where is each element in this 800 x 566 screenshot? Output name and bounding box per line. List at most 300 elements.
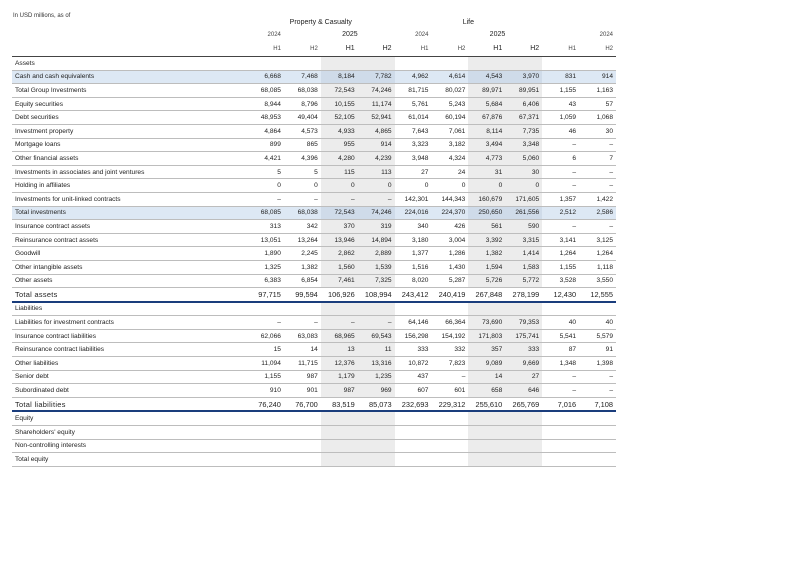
value-cell: 1,382 [468, 247, 505, 261]
value-cell: 4,865 [358, 124, 395, 138]
value-cell: – [284, 192, 321, 206]
value-cell: 24 [431, 165, 468, 179]
value-cell [579, 302, 616, 316]
value-cell: 914 [579, 70, 616, 84]
row-label: Investments in associates and joint ventures [12, 165, 247, 179]
value-cell [579, 426, 616, 440]
value-cell: 49,404 [284, 111, 321, 125]
segment-header-other [542, 16, 616, 28]
value-cell: 76,700 [284, 397, 321, 411]
value-cell: 79,353 [505, 316, 542, 330]
value-cell: 1,414 [505, 247, 542, 261]
value-cell [247, 439, 284, 453]
value-cell: 73,690 [468, 316, 505, 330]
value-cell: 13 [321, 343, 358, 357]
value-cell: 10,155 [321, 97, 358, 111]
value-cell: 68,085 [247, 84, 284, 98]
value-cell: – [579, 220, 616, 234]
value-cell: 66,364 [431, 316, 468, 330]
value-cell: 333 [505, 343, 542, 357]
value-cell: 646 [505, 384, 542, 398]
value-cell: 969 [358, 384, 395, 398]
value-cell: 14,894 [358, 233, 395, 247]
value-cell: 1,235 [358, 370, 395, 384]
value-cell [284, 411, 321, 425]
row-label: Total assets [12, 288, 247, 302]
value-cell: 10,872 [395, 357, 432, 371]
value-cell: 46 [542, 124, 579, 138]
value-cell: 2,512 [542, 206, 579, 220]
value-cell: 3,528 [542, 274, 579, 288]
value-cell [431, 453, 468, 467]
value-cell: 6 [542, 152, 579, 166]
value-cell: 1,539 [358, 260, 395, 274]
value-cell [395, 411, 432, 425]
value-cell: – [247, 192, 284, 206]
value-cell: 0 [247, 179, 284, 193]
table-row [12, 70, 616, 84]
table-row [12, 111, 616, 125]
value-cell: 6,668 [247, 70, 284, 84]
value-cell: 89,971 [468, 84, 505, 98]
value-cell: 426 [431, 220, 468, 234]
table-row [12, 233, 616, 247]
value-cell: 14 [468, 370, 505, 384]
value-cell: 224,370 [431, 206, 468, 220]
value-cell: 1,398 [579, 357, 616, 371]
value-cell: – [542, 179, 579, 193]
table-row [12, 192, 616, 206]
value-cell: 1,155 [542, 84, 579, 98]
value-cell: 4,573 [284, 124, 321, 138]
value-cell: 3,970 [505, 70, 542, 84]
value-cell: 232,693 [395, 397, 432, 411]
row-label: Liabilities [12, 302, 247, 316]
value-cell: 2,862 [321, 247, 358, 261]
value-cell: 6,383 [247, 274, 284, 288]
value-cell [284, 57, 321, 71]
value-cell [468, 411, 505, 425]
value-cell: 40 [542, 316, 579, 330]
value-cell: 2,586 [579, 206, 616, 220]
value-cell: 5,243 [431, 97, 468, 111]
value-cell: 3,348 [505, 138, 542, 152]
value-cell [505, 453, 542, 467]
table-row [12, 397, 616, 411]
value-cell: 99,594 [284, 288, 321, 302]
value-cell [358, 302, 395, 316]
value-cell [542, 57, 579, 71]
value-cell: 69,543 [358, 329, 395, 343]
value-cell [321, 411, 358, 425]
row-label: Equity [12, 411, 247, 425]
year-header-cell [358, 28, 395, 41]
row-label: Equity securities [12, 97, 247, 111]
table-body [12, 57, 616, 467]
value-cell: 333 [395, 343, 432, 357]
row-label: Insurance contract assets [12, 220, 247, 234]
half-year-header-cell: H1 [468, 41, 505, 57]
value-cell: 0 [431, 179, 468, 193]
half-year-header-cell: H2 [284, 41, 321, 57]
row-label: Reinsurance contract assets [12, 233, 247, 247]
row-label: Liabilities for investment contracts [12, 316, 247, 330]
value-cell: 261,556 [505, 206, 542, 220]
table-row [12, 329, 616, 343]
value-cell [505, 439, 542, 453]
row-label: Goodwill [12, 247, 247, 261]
value-cell: 1,155 [247, 370, 284, 384]
value-cell [358, 57, 395, 71]
value-cell: 27 [505, 370, 542, 384]
value-cell: 1,059 [542, 111, 579, 125]
value-cell: 332 [431, 343, 468, 357]
value-cell: 3,125 [579, 233, 616, 247]
value-cell: 3,180 [395, 233, 432, 247]
value-cell: 910 [247, 384, 284, 398]
value-cell [395, 439, 432, 453]
value-cell: 8,796 [284, 97, 321, 111]
value-cell: 106,926 [321, 288, 358, 302]
value-cell: 160,679 [468, 192, 505, 206]
row-label: Other financial assets [12, 152, 247, 166]
value-cell: 5,761 [395, 97, 432, 111]
row-label: Senior debt [12, 370, 247, 384]
value-cell [431, 439, 468, 453]
table-row [12, 370, 616, 384]
value-cell: 3,494 [468, 138, 505, 152]
value-cell: – [358, 192, 395, 206]
value-cell: 8,020 [395, 274, 432, 288]
value-cell: – [321, 192, 358, 206]
value-cell [284, 426, 321, 440]
row-label: Investment property [12, 124, 247, 138]
value-cell: – [284, 316, 321, 330]
table-row [12, 165, 616, 179]
value-cell [247, 302, 284, 316]
value-cell: 899 [247, 138, 284, 152]
value-cell: 243,412 [395, 288, 432, 302]
value-cell: 1,583 [505, 260, 542, 274]
row-label: Holding in affiliates [12, 179, 247, 193]
value-cell: 1,286 [431, 247, 468, 261]
value-cell: 7,823 [431, 357, 468, 371]
value-cell: 8,114 [468, 124, 505, 138]
value-cell: 5,060 [505, 152, 542, 166]
value-cell: 13,051 [247, 233, 284, 247]
value-cell: 40 [579, 316, 616, 330]
value-cell: 85,073 [358, 397, 395, 411]
value-cell: 4,864 [247, 124, 284, 138]
value-cell: 3,392 [468, 233, 505, 247]
value-cell: 5 [247, 165, 284, 179]
value-cell: 12,555 [579, 288, 616, 302]
value-cell: 0 [321, 179, 358, 193]
value-cell: 5,287 [431, 274, 468, 288]
value-cell: 31 [468, 165, 505, 179]
value-cell: 11,094 [247, 357, 284, 371]
row-label: Subordinated debt [12, 384, 247, 398]
value-cell: 2,245 [284, 247, 321, 261]
value-cell: 1,068 [579, 111, 616, 125]
half-year-header-cell: H2 [505, 41, 542, 57]
value-cell [358, 453, 395, 467]
value-cell: – [358, 316, 395, 330]
table-row [12, 316, 616, 330]
value-cell: 901 [284, 384, 321, 398]
value-cell [358, 411, 395, 425]
value-cell [505, 57, 542, 71]
value-cell [395, 453, 432, 467]
value-cell: 97,715 [247, 288, 284, 302]
value-cell: 240,419 [431, 288, 468, 302]
value-cell [431, 57, 468, 71]
year-header-cell: 2025 [342, 31, 358, 38]
row-label: Total Group Investments [12, 84, 247, 98]
value-cell: 313 [247, 220, 284, 234]
value-cell: 4,773 [468, 152, 505, 166]
value-cell: 1,516 [395, 260, 432, 274]
value-cell: 1,348 [542, 357, 579, 371]
value-cell: 229,312 [431, 397, 468, 411]
value-cell: 4,421 [247, 152, 284, 166]
table-row [12, 179, 616, 193]
value-cell: 7,643 [395, 124, 432, 138]
table-row [12, 384, 616, 398]
value-cell: 1,422 [579, 192, 616, 206]
value-cell: 74,246 [358, 84, 395, 98]
table-row [12, 343, 616, 357]
value-cell: 319 [358, 220, 395, 234]
row-label: Reinsurance contract liabilities [12, 343, 247, 357]
value-cell: 224,016 [395, 206, 432, 220]
value-cell: 30 [579, 124, 616, 138]
value-cell: 1,155 [542, 260, 579, 274]
value-cell [247, 57, 284, 71]
value-cell: 590 [505, 220, 542, 234]
value-cell: – [247, 316, 284, 330]
value-cell: 3,182 [431, 138, 468, 152]
value-cell: 63,083 [284, 329, 321, 343]
value-cell: – [542, 370, 579, 384]
value-cell: 5,726 [468, 274, 505, 288]
value-cell: 7,468 [284, 70, 321, 84]
value-cell [395, 426, 432, 440]
value-cell: 4,543 [468, 70, 505, 84]
value-cell: 52,941 [358, 111, 395, 125]
value-cell: 370 [321, 220, 358, 234]
value-cell: 1,594 [468, 260, 505, 274]
half-year-header-row [12, 41, 616, 57]
half-year-header-cell: H2 [358, 41, 395, 57]
table-row [12, 439, 616, 453]
year-header-cell [542, 28, 579, 41]
row-label: Total equity [12, 453, 247, 467]
year-header-cell [284, 28, 321, 41]
value-cell: 7,461 [321, 274, 358, 288]
value-cell: 342 [284, 220, 321, 234]
value-cell: 8,944 [247, 97, 284, 111]
table-row [12, 220, 616, 234]
value-cell: 1,264 [542, 247, 579, 261]
value-cell: 68,965 [321, 329, 358, 343]
value-cell: 607 [395, 384, 432, 398]
value-cell: 13,946 [321, 233, 358, 247]
value-cell [247, 411, 284, 425]
half-year-header-cell: H2 [431, 41, 468, 57]
value-cell: 13,316 [358, 357, 395, 371]
value-cell: 0 [284, 179, 321, 193]
value-cell: 3,141 [542, 233, 579, 247]
value-cell [395, 302, 432, 316]
value-cell: 14 [284, 343, 321, 357]
table-row [12, 411, 616, 425]
value-cell: 68,085 [247, 206, 284, 220]
value-cell: 4,933 [321, 124, 358, 138]
value-cell: 9,669 [505, 357, 542, 371]
value-cell: 5,541 [542, 329, 579, 343]
value-cell: 3,315 [505, 233, 542, 247]
value-cell: 0 [468, 179, 505, 193]
value-cell: – [542, 138, 579, 152]
row-label: Debt securities [12, 111, 247, 125]
value-cell: 83,519 [321, 397, 358, 411]
value-cell: 171,605 [505, 192, 542, 206]
value-cell: 68,038 [284, 206, 321, 220]
value-cell: 108,994 [358, 288, 395, 302]
value-cell: 255,610 [468, 397, 505, 411]
value-cell: 1,118 [579, 260, 616, 274]
table-row [12, 124, 616, 138]
value-cell [358, 426, 395, 440]
value-cell: 1,325 [247, 260, 284, 274]
value-cell: 987 [321, 384, 358, 398]
value-cell: 12,430 [542, 288, 579, 302]
value-cell: 72,543 [321, 206, 358, 220]
value-cell: 142,301 [395, 192, 432, 206]
half-year-header-cell: H1 [395, 41, 432, 57]
value-cell: 340 [395, 220, 432, 234]
year-header-row [12, 28, 616, 41]
value-cell: 15 [247, 343, 284, 357]
value-cell: – [542, 384, 579, 398]
value-cell [247, 453, 284, 467]
value-cell: 7,735 [505, 124, 542, 138]
value-cell: 5 [284, 165, 321, 179]
value-cell [542, 411, 579, 425]
value-cell: 278,199 [505, 288, 542, 302]
value-cell: 11 [358, 343, 395, 357]
value-cell [431, 411, 468, 425]
value-cell: 831 [542, 70, 579, 84]
value-cell: 87 [542, 343, 579, 357]
value-cell [358, 439, 395, 453]
value-cell [468, 453, 505, 467]
row-label: Total liabilities [12, 397, 247, 411]
value-cell: – [542, 220, 579, 234]
value-cell: 27 [395, 165, 432, 179]
value-cell: 4,239 [358, 152, 395, 166]
table-row [12, 57, 616, 71]
value-cell [247, 426, 284, 440]
value-cell: 865 [284, 138, 321, 152]
value-cell [431, 426, 468, 440]
half-year-header-cell: H1 [321, 41, 358, 57]
value-cell [505, 426, 542, 440]
row-label: Cash and cash equivalents [12, 70, 247, 84]
value-cell [431, 302, 468, 316]
segment-header-life: Life [462, 18, 475, 26]
value-cell: – [579, 384, 616, 398]
value-cell: – [321, 316, 358, 330]
row-label: Non-controlling interests [12, 439, 247, 453]
value-cell: – [431, 370, 468, 384]
value-cell: 3,323 [395, 138, 432, 152]
value-cell [542, 426, 579, 440]
value-cell: 1,357 [542, 192, 579, 206]
value-cell: 357 [468, 343, 505, 357]
half-year-header-cell: H1 [542, 41, 579, 57]
value-cell: 74,246 [358, 206, 395, 220]
year-header-blank [12, 28, 247, 41]
table-row [12, 97, 616, 111]
row-label: Investments for unit-linked contracts [12, 192, 247, 206]
value-cell: 11,174 [358, 97, 395, 111]
value-cell [468, 302, 505, 316]
value-cell: – [542, 165, 579, 179]
value-cell: 81,715 [395, 84, 432, 98]
value-cell: 5,684 [468, 97, 505, 111]
value-cell: 171,803 [468, 329, 505, 343]
value-cell: 5,579 [579, 329, 616, 343]
value-cell: 955 [321, 138, 358, 152]
value-cell: 113 [358, 165, 395, 179]
value-cell [579, 439, 616, 453]
row-label: Total investments [12, 206, 247, 220]
table-row [12, 426, 616, 440]
value-cell [542, 302, 579, 316]
value-cell: 1,163 [579, 84, 616, 98]
value-cell [468, 439, 505, 453]
value-cell: 115 [321, 165, 358, 179]
row-label: Mortgage loans [12, 138, 247, 152]
value-cell: 68,038 [284, 84, 321, 98]
value-cell: 43 [542, 97, 579, 111]
table-row [12, 138, 616, 152]
value-cell: 267,848 [468, 288, 505, 302]
value-cell: 30 [505, 165, 542, 179]
value-cell: 144,343 [431, 192, 468, 206]
value-cell: 265,769 [505, 397, 542, 411]
value-cell: 61,014 [395, 111, 432, 125]
value-cell [579, 453, 616, 467]
value-cell: 1,377 [395, 247, 432, 261]
value-cell: 57 [579, 97, 616, 111]
year-header-cell: 2024 [415, 31, 429, 38]
value-cell: – [579, 138, 616, 152]
value-cell [284, 439, 321, 453]
value-cell: 91 [579, 343, 616, 357]
value-cell: 67,876 [468, 111, 505, 125]
row-label: Shareholders' equity [12, 426, 247, 440]
value-cell: 437 [395, 370, 432, 384]
value-cell: 3,004 [431, 233, 468, 247]
year-header-cell [431, 28, 468, 41]
table-row [12, 274, 616, 288]
year-header-cell: 2024 [267, 31, 281, 38]
value-cell: 9,089 [468, 357, 505, 371]
value-cell: 658 [468, 384, 505, 398]
